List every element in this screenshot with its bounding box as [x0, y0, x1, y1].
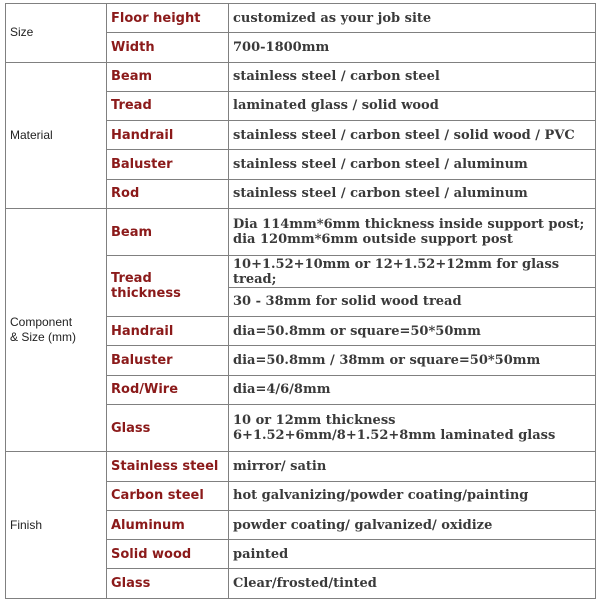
- row-label-finish-glass: Glass: [107, 569, 229, 599]
- row-label-component-rod: Rod/Wire: [107, 375, 229, 404]
- row-label-material-beam: Beam: [107, 62, 229, 91]
- row-label-component-tread: Tread thickness: [107, 256, 229, 317]
- table-row: [6, 4, 596, 33]
- row-value-material-rod: stainless steel / carbon steel / aluminum: [229, 179, 596, 208]
- row-label-finish-wood: Solid wood: [107, 540, 229, 569]
- row-label-finish-stainless: Stainless steel: [107, 452, 229, 481]
- row-label-finish-carbon: Carbon steel: [107, 481, 229, 510]
- row-value-finish-stainless: mirror/ satin: [229, 452, 596, 481]
- row-label-material-tread: Tread: [107, 91, 229, 120]
- row-value-finish-carbon: hot galvanizing/powder coating/painting: [229, 481, 596, 510]
- row-value-finish-glass: Clear/frosted/tinted: [229, 569, 596, 599]
- row-value-material-handrail: stainless steel / carbon steel / solid wood / PVC: [229, 121, 596, 150]
- row-label-material-rod: Rod: [107, 179, 229, 208]
- row-label-component-handrail: Handrail: [107, 317, 229, 346]
- row-value-material-tread: laminated glass / solid wood: [229, 91, 596, 120]
- group-finish-label: Finish: [6, 452, 107, 599]
- row-label-component-baluster: Baluster: [107, 346, 229, 375]
- table-row: [6, 452, 596, 481]
- row-label-floor-height: Floor height: [107, 4, 229, 33]
- row-value-component-handrail: dia=50.8mm or square=50*50mm: [229, 317, 596, 346]
- group-component-label: Component & Size (mm): [6, 208, 107, 451]
- row-value-material-beam: stainless steel / carbon steel: [229, 62, 596, 91]
- row-value-material-baluster: stainless steel / carbon steel / aluminum: [229, 150, 596, 179]
- row-value-component-glass: 10 or 12mm thickness 6+1.52+6mm/8+1.52+8mm laminated glass: [229, 404, 596, 451]
- table-row: [6, 208, 596, 255]
- row-label-width: Width: [107, 33, 229, 62]
- group-material-label: Material: [6, 62, 107, 208]
- row-value-finish-wood: painted: [229, 540, 596, 569]
- table-row: [6, 62, 596, 91]
- row-label-finish-aluminum: Aluminum: [107, 510, 229, 539]
- row-value-component-tread-glass: 10+1.52+10mm or 12+1.52+12mm for glass tread;: [229, 256, 596, 287]
- row-label-component-glass: Glass: [107, 404, 229, 451]
- row-value-finish-aluminum: powder coating/ galvanized/ oxidize: [229, 510, 596, 539]
- group-size-label: Size: [6, 4, 107, 63]
- row-label-material-handrail: Handrail: [107, 121, 229, 150]
- row-value-component-tread-wood: 30 - 38mm for solid wood tread: [229, 287, 596, 316]
- row-value-component-baluster: dia=50.8mm / 38mm or square=50*50mm: [229, 346, 596, 375]
- row-value-component-beam: Dia 114mm*6mm thickness inside support post; dia 120mm*6mm outside support post: [229, 208, 596, 255]
- row-value-width: 700-1800mm: [229, 33, 596, 62]
- row-label-material-baluster: Baluster: [107, 150, 229, 179]
- row-label-component-beam: Beam: [107, 208, 229, 255]
- spec-table: [5, 3, 596, 599]
- row-value-floor-height: customized as your job site: [229, 4, 596, 33]
- row-value-component-rod: dia=4/6/8mm: [229, 375, 596, 404]
